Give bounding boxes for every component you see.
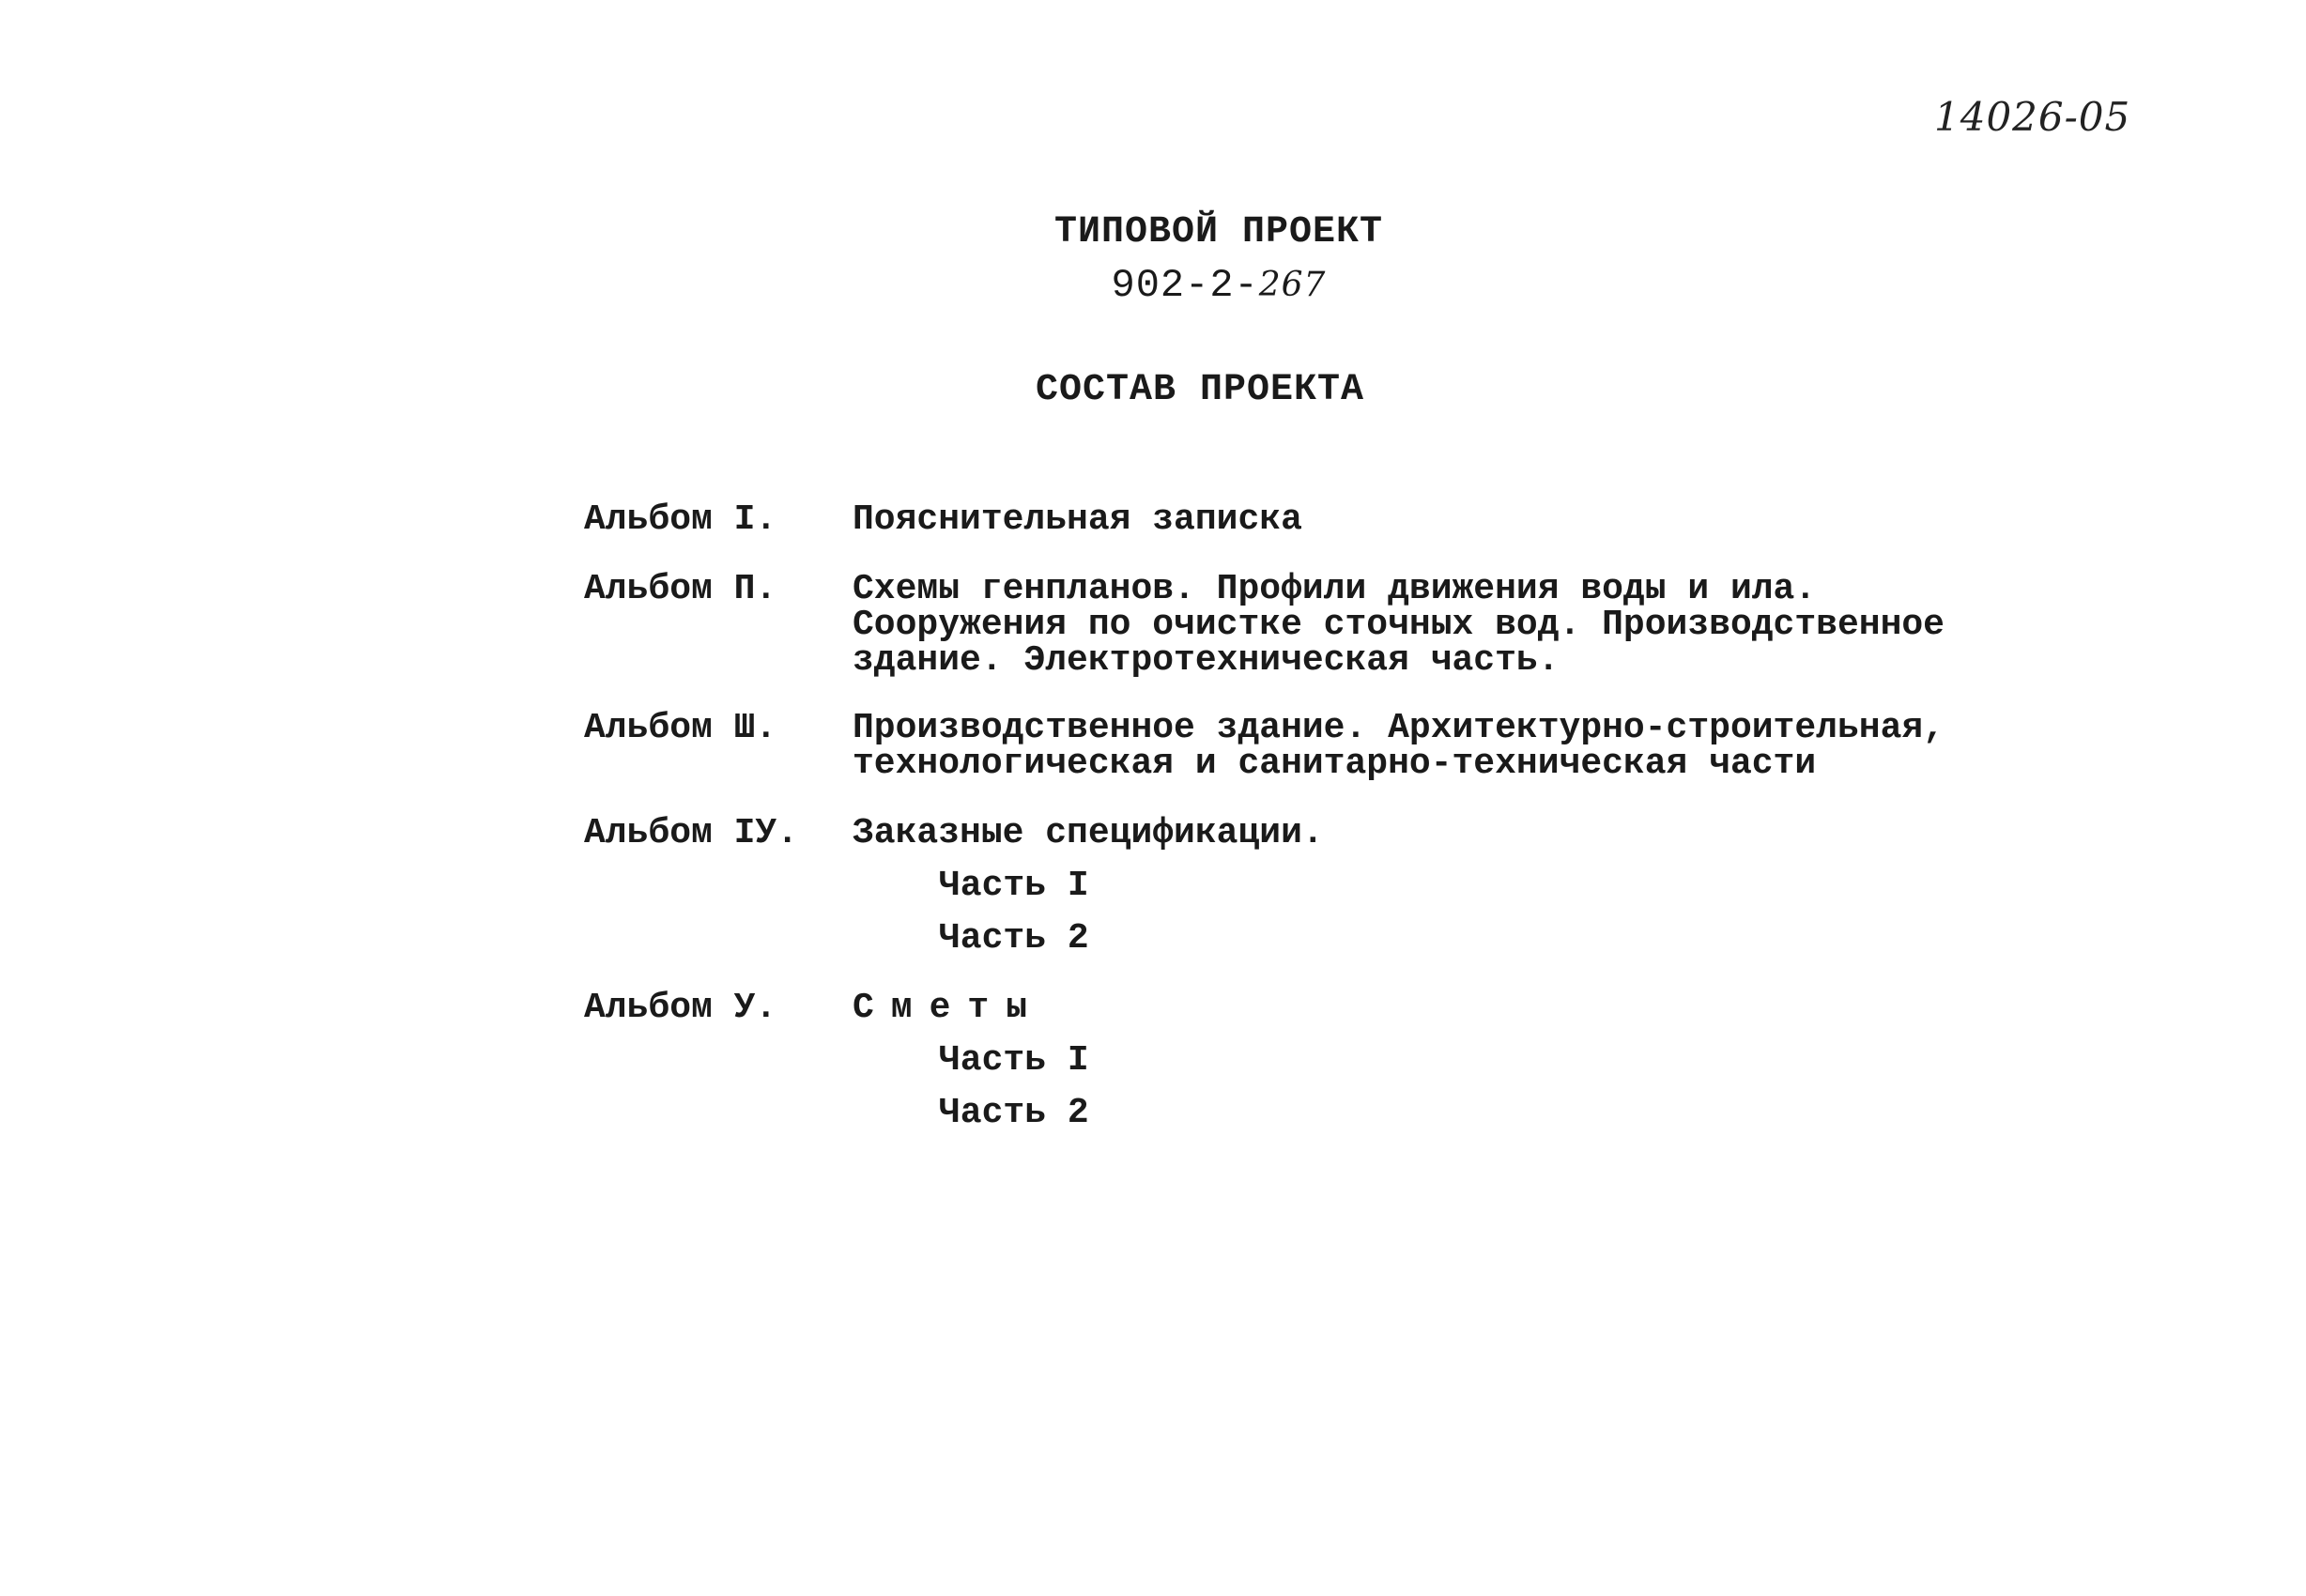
- document-title: ТИПОВОЙ ПРОЕКТ: [1053, 211, 1384, 253]
- project-number-prefix: 902-2-: [1111, 263, 1259, 308]
- album-description: Пояснительная записка: [853, 499, 1302, 540]
- section-title: СОСТАВ ПРОЕКТА: [1035, 369, 1365, 411]
- project-number-handwritten: 267: [1258, 266, 1327, 304]
- album-part: Часть I: [939, 1040, 1089, 1081]
- album-entry: [584, 499, 1992, 540]
- album-description: Схемы генпланов. Профили движения воды и ила. Сооружения по очистке сточных вод. Производственное здание. Электротехническая часть.: [853, 569, 1945, 681]
- album-label: Альбом У.: [584, 988, 777, 1028]
- album-part: Часть 2: [939, 918, 1089, 959]
- project-number: [0, 263, 2306, 308]
- album-entry: [584, 708, 1992, 784]
- document-code: 14026-05: [1934, 94, 2131, 140]
- albums-list: [584, 499, 1992, 1152]
- album-body: [853, 813, 1992, 959]
- album-description: Сметы: [853, 988, 1045, 1028]
- album-body: [853, 990, 1992, 1131]
- album-description: Заказные спецификации.: [853, 813, 1324, 853]
- album-label: Альбом П.: [584, 569, 777, 609]
- album-body: [853, 569, 1992, 681]
- album-body: [853, 708, 1992, 784]
- album-part: Часть I: [939, 866, 1089, 906]
- album-body: [853, 499, 1992, 540]
- album-description: Производственное здание. Архитектурно-строительная, технологическая и санитарно-техническая части: [853, 708, 1945, 784]
- album-entry: [584, 569, 1992, 681]
- album-label: Альбом Ш.: [584, 708, 777, 748]
- album-label: Альбом I.: [584, 499, 777, 540]
- album-label: Альбом IУ.: [584, 813, 799, 853]
- album-part: Часть 2: [939, 1093, 1089, 1133]
- album-entry: [584, 813, 1992, 959]
- album-entry: [584, 990, 1992, 1131]
